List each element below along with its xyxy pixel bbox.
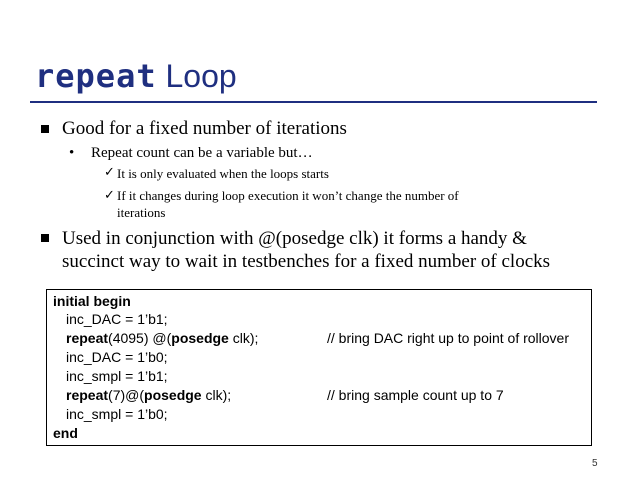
round-bullet-icon: •	[69, 145, 75, 161]
code-text: (7)@(	[108, 387, 145, 403]
bullet-2-line-1: Used in conjunction with @(posedge clk) it forms a handy &	[62, 228, 527, 249]
sub-sub-item-2-cont: iterations	[117, 205, 166, 220]
title-keyword: repeat	[35, 57, 157, 95]
code-line-8: end	[53, 425, 78, 441]
code-keyword: repeat	[66, 330, 109, 346]
title-text: Loop	[165, 58, 237, 94]
sub-sub-item-2: If it changes during loop execution it won’t change the number of	[117, 188, 459, 203]
sub-bullet-text: Repeat count can be a variable but…	[91, 145, 313, 161]
title-divider	[30, 101, 597, 103]
code-line-6	[66, 386, 586, 404]
bullet-1-text: Good for a fixed number of iterations	[62, 118, 347, 139]
square-bullet-icon	[41, 234, 49, 242]
code-keyword: posedge	[171, 330, 229, 346]
code-line-3	[66, 329, 586, 347]
sub-sub-item-1: It is only evaluated when the loops starts	[117, 166, 329, 181]
code-text: (4095) @(	[108, 330, 172, 346]
square-bullet-icon	[41, 125, 49, 133]
checkmark-icon: ✓	[104, 188, 115, 203]
code-text: clk);	[228, 330, 259, 346]
bullet-2-line-2: succinct way to wait in testbenches for a fixed number of clocks	[62, 251, 551, 272]
code-line-7: inc_smpl = 1’b0;	[66, 406, 168, 422]
code-comment: // bring DAC right up to point of rollover	[327, 330, 570, 346]
code-keyword: repeat	[66, 387, 109, 403]
code-line-2: inc_DAC = 1’b1;	[66, 311, 168, 327]
page-number: 5	[592, 458, 598, 469]
code-comment: // bring sample count up to 7	[327, 387, 504, 403]
code-line-1: initial begin	[53, 293, 131, 309]
code-text: clk);	[201, 387, 232, 403]
code-line-4: inc_DAC = 1’b0;	[66, 349, 168, 365]
code-keyword: posedge	[144, 387, 202, 403]
code-line-5: inc_smpl = 1’b1;	[66, 368, 168, 384]
code-block	[46, 289, 592, 446]
checkmark-icon: ✓	[104, 165, 115, 180]
slide-title	[35, 56, 237, 96]
